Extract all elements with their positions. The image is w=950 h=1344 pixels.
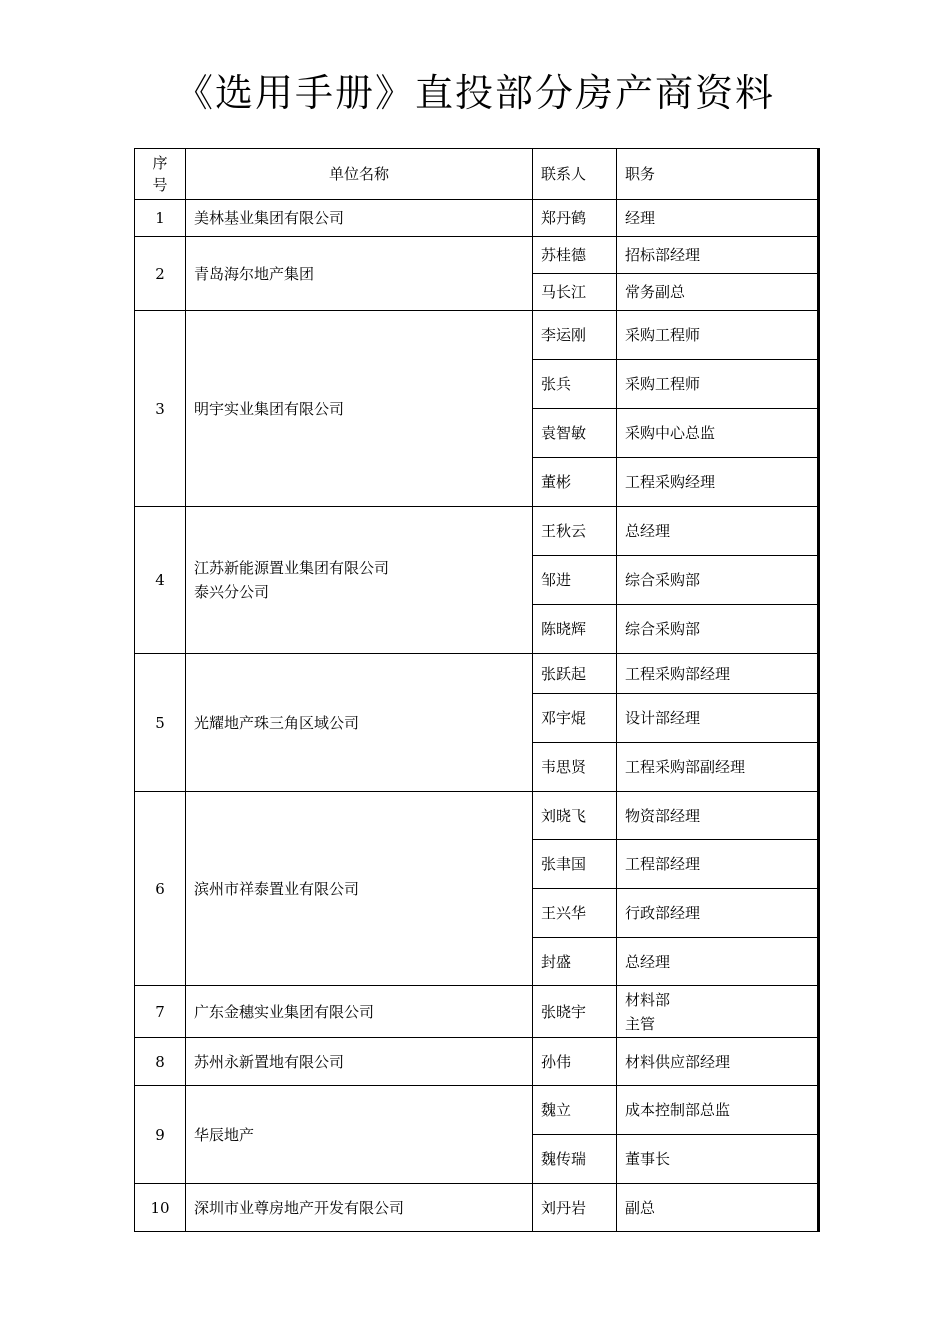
contact-name: 王秋云 <box>533 507 617 556</box>
row-number: 7 <box>135 986 186 1038</box>
contact-position: 物资部经理 <box>617 792 819 840</box>
contact-position: 工程部经理 <box>617 840 819 889</box>
table-row <box>135 311 819 360</box>
contact-position: 综合采购部 <box>617 556 819 605</box>
contact-name: 苏桂德 <box>533 237 617 274</box>
table-header-row <box>135 149 819 200</box>
header-contact: 联系人 <box>533 149 617 200</box>
contacts-table <box>134 148 820 1232</box>
contact-name: 韦思贤 <box>533 743 617 792</box>
table-row <box>135 1184 819 1232</box>
company-name: 明宇实业集团有限公司 <box>186 311 533 507</box>
contact-position: 常务副总 <box>617 274 819 311</box>
row-number: 9 <box>135 1086 186 1184</box>
row-number: 4 <box>135 507 186 654</box>
contact-name: 董彬 <box>533 458 617 507</box>
contact-name: 张兵 <box>533 360 617 409</box>
contact-position: 材料部 主管 <box>617 986 819 1038</box>
contact-position: 招标部经理 <box>617 237 819 274</box>
contact-name: 魏传瑞 <box>533 1135 617 1184</box>
contact-name: 魏立 <box>533 1086 617 1135</box>
contact-name: 王兴华 <box>533 889 617 938</box>
header-seq-no: 序 号 <box>135 149 186 200</box>
contact-position: 设计部经理 <box>617 694 819 743</box>
company-name-line2: 泰兴分公司 <box>194 583 270 601</box>
table-row <box>135 1038 819 1086</box>
contact-name: 李运刚 <box>533 311 617 360</box>
contact-position: 工程采购部经理 <box>617 654 819 694</box>
company-name: 滨州市祥泰置业有限公司 <box>186 792 533 986</box>
company-name: 苏州永新置地有限公司 <box>186 1038 533 1086</box>
row-number: 6 <box>135 792 186 986</box>
table-row <box>135 792 819 840</box>
row-number: 10 <box>135 1184 186 1232</box>
header-position: 职务 <box>617 149 819 200</box>
table-row <box>135 200 819 237</box>
table-row <box>135 1086 819 1135</box>
contact-position: 成本控制部总监 <box>617 1086 819 1135</box>
contact-name: 邓宇焜 <box>533 694 617 743</box>
contact-name: 刘晓飞 <box>533 792 617 840</box>
contact-position: 行政部经理 <box>617 889 819 938</box>
contact-name: 郑丹鹤 <box>533 200 617 237</box>
contact-name: 张聿国 <box>533 840 617 889</box>
contact-name: 陈晓辉 <box>533 605 617 654</box>
contact-name: 马长江 <box>533 274 617 311</box>
contact-position: 工程采购部副经理 <box>617 743 819 792</box>
company-name: 光耀地产珠三角区域公司 <box>186 654 533 792</box>
row-number: 1 <box>135 200 186 237</box>
contact-position: 经理 <box>617 200 819 237</box>
contact-position: 采购工程师 <box>617 311 819 360</box>
contact-name: 张跃起 <box>533 654 617 694</box>
table-row <box>135 507 819 556</box>
row-number: 5 <box>135 654 186 792</box>
company-name: 深圳市业尊房地产开发有限公司 <box>186 1184 533 1232</box>
company-name-line1: 江苏新能源置业集团有限公司 <box>194 559 390 577</box>
contact-position: 采购工程师 <box>617 360 819 409</box>
row-number: 8 <box>135 1038 186 1086</box>
contact-position: 工程采购经理 <box>617 458 819 507</box>
table-row <box>135 237 819 274</box>
contact-name: 刘丹岩 <box>533 1184 617 1232</box>
contact-name: 张晓宇 <box>533 986 617 1038</box>
table-row <box>135 986 819 1038</box>
company-name: 青岛海尔地产集团 <box>186 237 533 311</box>
contact-name: 袁智敏 <box>533 409 617 458</box>
contact-position: 董事长 <box>617 1135 819 1184</box>
contact-position: 综合采购部 <box>617 605 819 654</box>
row-number: 3 <box>135 311 186 507</box>
table-row <box>135 654 819 694</box>
page-title: 《选用手册》直投部分房产商资料 <box>174 71 775 115</box>
contact-name: 邹进 <box>533 556 617 605</box>
contact-position: 总经理 <box>617 507 819 556</box>
row-number: 2 <box>135 237 186 311</box>
contact-position: 采购中心总监 <box>617 409 819 458</box>
header-company-name: 单位名称 <box>186 149 533 200</box>
company-name: 广东金穗实业集团有限公司 <box>186 986 533 1038</box>
contact-position: 副总 <box>617 1184 819 1232</box>
contact-position: 总经理 <box>617 938 819 986</box>
contact-name: 封盛 <box>533 938 617 986</box>
company-name: 华辰地产 <box>186 1086 533 1184</box>
company-name <box>186 507 533 654</box>
contact-position: 材料供应部经理 <box>617 1038 819 1086</box>
contact-name: 孙伟 <box>533 1038 617 1086</box>
company-name: 美林基业集团有限公司 <box>186 200 533 237</box>
